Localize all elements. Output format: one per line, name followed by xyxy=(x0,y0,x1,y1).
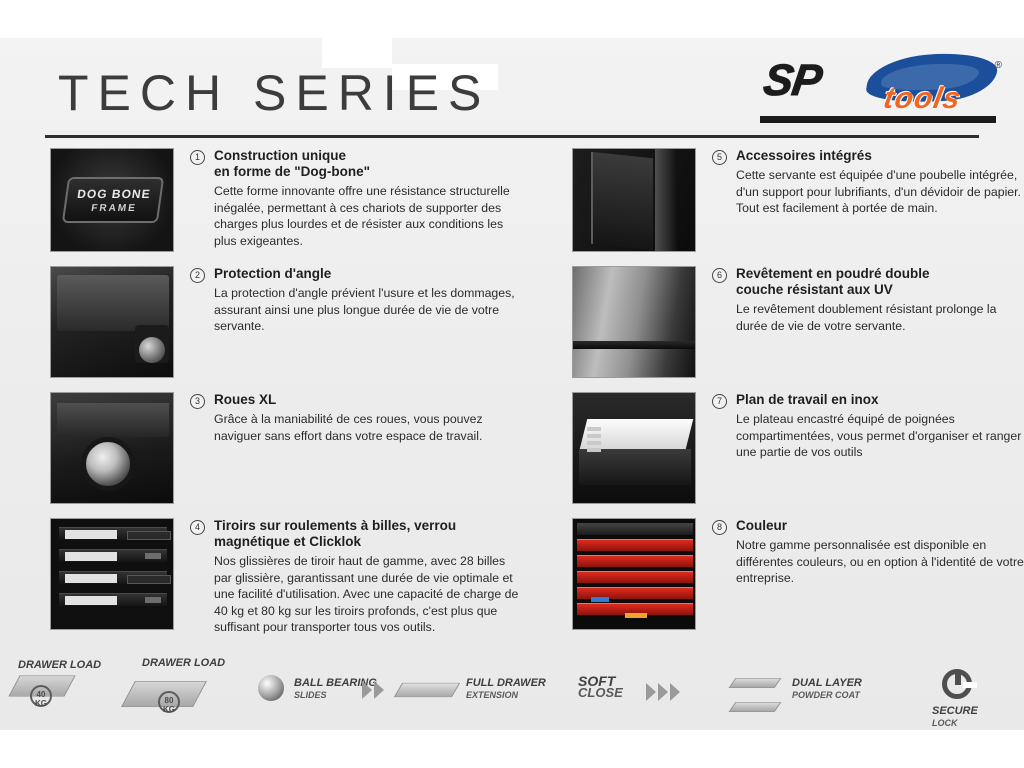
logo-trademark: ® xyxy=(994,60,1002,71)
dual-layer-powder-coat-icon xyxy=(730,655,910,730)
feature-title xyxy=(190,266,520,282)
feature-item xyxy=(50,148,520,252)
feature-title-line1: Accessoires intégrés xyxy=(736,148,872,163)
feature-item xyxy=(50,266,520,378)
footer-sublabel: POWDER COAT xyxy=(792,690,860,700)
feature-title xyxy=(712,266,1024,298)
integrated-accessories-photo xyxy=(572,148,696,252)
footer-sub-badge: 80 KG xyxy=(158,691,180,713)
ball-bearing-slides-icon xyxy=(256,655,386,730)
feature-body: Notre gamme personnalisée est disponible en différentes couleurs, ou en option à l'identité de votre entreprise. xyxy=(736,538,1024,585)
feature-item xyxy=(572,518,1024,630)
feature-body: La protection d'angle prévient l'usure et les dommages, assurant ainsi une plus longue durée de vie de votre servante. xyxy=(214,286,515,333)
footer-label: SECURE xyxy=(932,705,978,717)
logo-sub-text: tools xyxy=(881,82,964,115)
feature-body: Le revêtement doublement résistant prolonge la durée de vie de votre servante. xyxy=(736,302,997,333)
feature-number-badge: 1 xyxy=(190,150,205,165)
features-column-left xyxy=(50,148,520,650)
feature-item xyxy=(50,518,520,636)
feature-title-line1: Revêtement en poudré double xyxy=(736,266,930,281)
feature-title-line1: Plan de travail en inox xyxy=(736,392,879,407)
drawer-load-80kg-icon xyxy=(128,655,258,730)
feature-number-badge: 5 xyxy=(712,150,727,165)
colour-range-photo xyxy=(572,518,696,630)
feature-item xyxy=(572,392,1024,504)
feature-title-line1: Roues XL xyxy=(214,392,277,407)
footer-label: FULL DRAWER xyxy=(466,677,546,689)
footer-icon-strip xyxy=(0,655,1024,730)
features-column-right xyxy=(572,148,1024,644)
footer-sub-badge: 40 KG xyxy=(30,685,52,707)
dogbone-caption-line2: FRAME xyxy=(90,203,138,214)
feature-title xyxy=(190,392,520,408)
full-drawer-extension-icon xyxy=(396,655,566,730)
feature-title-line1: Construction unique xyxy=(214,148,346,163)
corner-protection-photo xyxy=(50,266,174,378)
feature-title xyxy=(190,148,520,180)
footer-sublabel: CLOSE xyxy=(578,685,623,700)
feature-title-line1: Tiroirs sur roulements à billes, verrou xyxy=(214,518,457,533)
feature-item xyxy=(572,266,1024,378)
feature-title xyxy=(712,518,1024,534)
footer-label: DUAL LAYER xyxy=(792,677,862,689)
feature-number-badge: 8 xyxy=(712,520,727,535)
feature-number-badge: 6 xyxy=(712,268,727,283)
feature-title-line2: en forme de "Dog-bone" xyxy=(214,164,371,179)
feature-body: Cette servante est équipée d'une poubelle intégrée, d'un support pour lubrifiants, d'un dévidoir de papier. Tout est facilement à portée de main. xyxy=(736,168,1021,215)
feature-item xyxy=(572,148,1024,252)
footer-sublabel: SLIDES xyxy=(294,690,327,700)
feature-title-line1: Protection d'angle xyxy=(214,266,332,281)
footer-sublabel: EXTENSION xyxy=(466,690,519,700)
feature-body: Nos glissières de tiroir haut de gamme, avec 28 billes par glissière, garantissant une durée de vie optimale et une facilité d'utilisation. Avec une capacité de charge de 40 kg et 80 kg sur les tiroirs profonds, c'est plus que suffisant pour transporter tous vos outils. xyxy=(214,554,519,634)
drawer-load-40kg-icon xyxy=(14,655,134,730)
feature-number-badge: 4 xyxy=(190,520,205,535)
xl-castor-wheel-photo xyxy=(50,392,174,504)
footer-sublabel: LOCK xyxy=(932,718,958,728)
feature-body: Grâce à la maniabilité de ces roues, vous pouvez naviguer sans effort dans votre espace de travail. xyxy=(214,412,483,443)
ball-bearing-drawers-photo xyxy=(50,518,174,630)
sp-tools-logo xyxy=(756,52,1002,136)
footer-label: BALL BEARING xyxy=(294,677,377,689)
feature-title xyxy=(190,518,520,550)
feature-body: Cette forme innovante offre une résistance structurelle inégalée, permettant à ces chariots de supporter des charges plus lourdes et de résister aux conditions les plus exigeantes. xyxy=(214,184,510,248)
footer-label: DRAWER LOAD xyxy=(142,657,226,669)
logo-brand-text: SP xyxy=(760,56,825,105)
soft-close-icon xyxy=(576,655,716,730)
bottom-white-band xyxy=(0,730,1024,768)
dog-bone-frame-photo xyxy=(50,148,174,252)
footer-label: DRAWER LOAD xyxy=(18,659,102,671)
feature-title xyxy=(712,148,1024,164)
feature-number-badge: 2 xyxy=(190,268,205,283)
dogbone-caption-line1: DOG BONE xyxy=(76,187,152,201)
logo-underbar xyxy=(760,116,996,123)
header xyxy=(0,38,1024,142)
feature-title xyxy=(712,392,1024,408)
feature-title-line2: couche résistant aux UV xyxy=(736,282,893,297)
feature-title-line2: magnétique et Clicklok xyxy=(214,534,362,549)
feature-item xyxy=(50,392,520,504)
top-white-band xyxy=(0,0,1024,38)
feature-body: Le plateau encastré équipé de poignées compartimentées, vous permet d'organiser et ranger une partie de vos outils xyxy=(736,412,1022,459)
footer-label: SOFT xyxy=(578,673,616,689)
feature-title-line1: Couleur xyxy=(736,518,788,533)
powder-coat-photo xyxy=(572,266,696,378)
page-title: TECH SERIES xyxy=(58,65,491,121)
secure-lock-icon xyxy=(928,655,1022,730)
feature-number-badge: 7 xyxy=(712,394,727,409)
stainless-worktop-photo xyxy=(572,392,696,504)
feature-number-badge: 3 xyxy=(190,394,205,409)
